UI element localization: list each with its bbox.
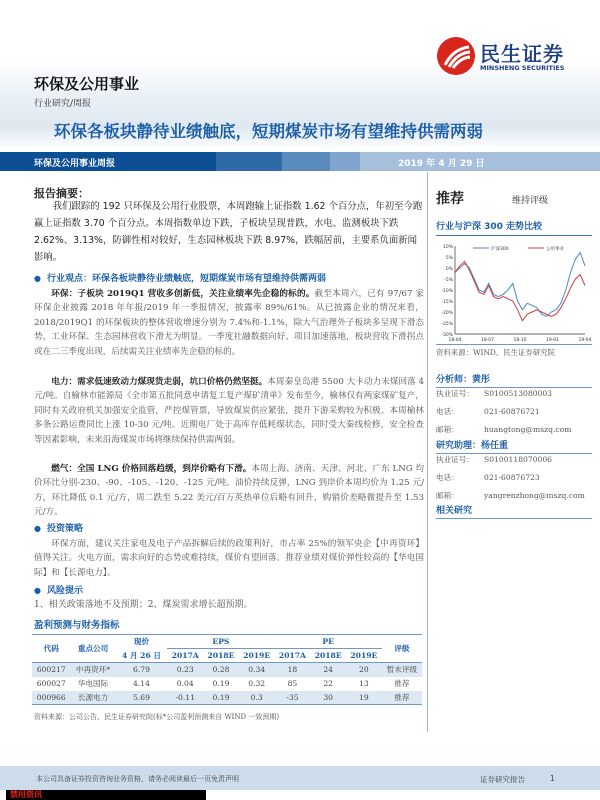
cell: 长源电力 xyxy=(70,691,115,705)
brand-logo-icon xyxy=(437,37,475,75)
cell: -35 xyxy=(275,691,311,705)
view-gas xyxy=(34,462,424,520)
label: 电话： xyxy=(436,473,459,482)
cell: 19 xyxy=(346,691,382,705)
footer-label: 证券研究报告 xyxy=(480,775,525,784)
strategy-heading: ● 投资策略 xyxy=(34,520,424,538)
value: 021-60876723 xyxy=(484,473,540,482)
headline: 环保各板块静待业绩触底，短期煤炭市场有望维持供需两弱 xyxy=(54,122,483,141)
cell: 0.28 xyxy=(203,663,239,677)
cell: 6.79 xyxy=(116,663,168,677)
brand-name: 民生证券 xyxy=(480,42,564,66)
y-tick-label: -30% xyxy=(441,333,453,338)
cell: 0.19 xyxy=(212,679,230,688)
y-tick-label: 10% xyxy=(442,245,453,250)
rating-main: 推荐 xyxy=(436,191,464,207)
cell: 30 xyxy=(310,691,346,705)
cell: 推荐 xyxy=(394,679,410,688)
cell: 22 xyxy=(323,679,333,688)
stamp-bar: 禁用资讯 xyxy=(6,790,206,800)
y-tick-label: -20% xyxy=(441,311,453,316)
rating-sub: 维持评级 xyxy=(512,196,549,206)
strategy-text: 环保方面，建议关注家电及电子产品拆解后续的政策利好，市占率 25%的领军央企【中再资环】值得关注。火电方面，需求向好的态势或难持续，煤价有望回落，推荐业绩对煤价弹性较高的【华电国际】和【长源电力】。 xyxy=(34,539,424,578)
x-tick-label: 18-10 xyxy=(513,338,527,342)
label: 邮箱： xyxy=(436,425,459,434)
forecast-title: 盈利预测与财务指标 xyxy=(34,620,120,631)
view-environment xyxy=(34,287,424,359)
cell: 0.3 xyxy=(239,691,275,705)
report-type: 行业研究/周报 xyxy=(34,99,92,109)
report-date: 2019 年 4 月 29 日 xyxy=(398,159,485,169)
chart-source: 资料来源：WIND、民生证券研究院 xyxy=(436,344,592,358)
y-tick-label: -25% xyxy=(441,322,453,327)
table-row xyxy=(32,691,422,705)
cell: 0.04 xyxy=(176,679,194,688)
th-year: 2017A xyxy=(278,651,306,660)
trend-chart xyxy=(433,242,593,342)
cell: 18 xyxy=(275,663,311,677)
email-link[interactable]: huangtong@mszq.com xyxy=(484,425,572,434)
cell: 4.14 xyxy=(133,679,150,688)
th-year: 2018E xyxy=(314,651,342,660)
footer-disclaimer[interactable]: 本公司具备证券投资咨询业务资格，请务必阅读最后一页免责声明 xyxy=(36,775,239,783)
cell: 0.34 xyxy=(239,663,275,677)
th-year: 2019E xyxy=(350,651,378,660)
x-tick-label: 19-01 xyxy=(545,338,560,342)
band-label: 环保及公用事业周报 xyxy=(34,159,116,169)
analyst-title: 分析师：黄彤 xyxy=(436,372,592,388)
cell: 24 xyxy=(310,663,346,677)
x-tick-label: 18-04 xyxy=(448,338,462,342)
value: S0100513080003 xyxy=(484,389,553,398)
th-code: 代码 xyxy=(43,644,59,653)
table-source: 资料来源：公司公告、民生证券研究院(标*公司盈利预测来自 WIND 一致预期) xyxy=(34,713,280,721)
value: S0100118070006 xyxy=(484,455,553,464)
view-power-text: 本周秦皇岛港 5500 大卡动力末煤回落 4 元/吨。自榆林市能源局《全市第五批同意申请复工复产煤矿清单》发布至今，榆林仅有两家煤矿复产，同时有关政府机关加强安全监管，严控煤管票，导致煤炭供应紧张，提升下游采购较为积极。本周榆林多条公路运费同比上涨 10-30 元/吨。近期电厂处于高库存低耗煤状态，同时受大秦线检修，安全检查等因素影响，未来沿海煤炭市场将继续保持供需两弱。 xyxy=(34,377,424,445)
legend-label: 沪深300 xyxy=(491,247,509,252)
view-env-lead: 环保：子板块 2019Q1 营收多创新低，关注业绩率先企稳的标的。 xyxy=(51,289,315,299)
view-heading: ● 行业观点：环保各板块静待业绩触底，短期煤炭市场有望维持供需两弱 xyxy=(34,270,424,288)
cell: 600027 xyxy=(36,679,66,688)
related-title: 相关研究 xyxy=(436,503,592,519)
assistant-info xyxy=(436,451,592,505)
y-tick-label: -15% xyxy=(441,300,453,305)
th-year: 2018E xyxy=(207,651,235,660)
page-number: 1 xyxy=(550,774,555,783)
cell: 5.69 xyxy=(116,691,168,705)
table-row xyxy=(32,677,422,691)
analyst-info xyxy=(436,385,592,439)
risk-text: 1、相关政策落地不及预期；2、煤炭需求增长超预期。 xyxy=(34,600,253,610)
table-row xyxy=(32,663,422,677)
view-gas-lead: 燃气：全国 LNG 价格回落趋缓，到岸价略有下滑。 xyxy=(51,464,252,474)
risk-heading: ● 风险提示 xyxy=(34,582,424,600)
cell: 华电国际 xyxy=(77,679,109,688)
label: 执业证号： xyxy=(436,389,474,398)
th-price: 现价 xyxy=(133,637,150,647)
label: 邮箱： xyxy=(436,491,459,500)
th-price-date: 4 月 26 日 xyxy=(122,650,161,660)
series-line-0 xyxy=(455,253,585,317)
summary-title: 报告摘要： xyxy=(34,187,89,200)
summary-text: 我们跟踪的 192 只环保及公用行业股票，本周跑输上证指数 1.62 个百分点，年初至今跑赢上证指数 3.70 个百分点。本周指数单边下跌，子板块呈现普跌，水电、监测板块下跌 2.62%、3.13%，防御性相对较好，生态园林板块下跌 8.97%，跌幅居前，主要系负面新闻影响。 xyxy=(34,201,423,263)
y-tick-label: 5% xyxy=(445,256,453,261)
cell: 0.32 xyxy=(248,679,266,688)
cell: 600217 xyxy=(32,663,70,677)
cell: 中再资环* xyxy=(70,663,115,677)
chart-title: 行业与沪深 300 走势比较 xyxy=(436,219,592,236)
column-divider xyxy=(427,172,428,732)
cell: 85 xyxy=(287,679,298,688)
x-tick-label: 19-04 xyxy=(578,338,592,342)
assistant-title: 研究助理：杨任重 xyxy=(436,438,592,454)
cell: 0.19 xyxy=(203,691,239,705)
email-link[interactable]: yangrenzhong@mszq.com xyxy=(484,491,585,500)
th-year: 2017A xyxy=(171,651,199,660)
y-tick-label: -10% xyxy=(441,289,453,294)
cell: 20 xyxy=(346,663,382,677)
th-rating: 评级 xyxy=(394,644,410,653)
cell: 0.23 xyxy=(167,663,203,677)
th-eps: EPS xyxy=(167,635,274,649)
label: 电话： xyxy=(436,407,459,416)
cell: 000966 xyxy=(32,691,70,705)
x-tick-label: 18-07 xyxy=(480,338,495,342)
view-power-lead: 电力：需求低速致动力煤现货走弱，坑口价格仍然坚挺。 xyxy=(51,377,268,387)
view-env-text: 截至本周六，已有 97/67 家环保企业披露 2018 年年报/2019 年一季报情况，披露率 89%/61%。从已披露企业的情况来看，2018/2019Q1 的环保板块的整体营收增速分别为 7.4%和-1.1%，除大气治理外子板块多呈现下滑态势，工业环保、生态园林营收下滑尤为明显。一季度社融数据向好、项目加速落地，板块营收下滑拐点或在二三季度出现，后续需关注业绩率先企稳的标的。 xyxy=(34,289,425,357)
th-pe: PE xyxy=(275,635,382,649)
cell: 推荐 xyxy=(382,691,422,705)
th-company: 重点公司 xyxy=(77,644,109,653)
view-gas-text: 本周上海、济南、天津、河北、广东 LNG 均价环比分别-230、-90、-105、-120、-125 元/吨。油价持续反弹，LNG 到岸价本周均价为 1.25 元/方，环比降低 0.1 元/方，周二跌至 5.22 美元/百万英热单位后略有回升，购销价差略微提升至 1.53 元/方。 xyxy=(34,464,424,518)
cell: -0.11 xyxy=(167,691,203,705)
y-tick-label: 0% xyxy=(445,267,453,272)
cell: 13 xyxy=(359,679,369,688)
sector-title: 环保及公用事业 xyxy=(34,75,140,93)
forecast-table xyxy=(32,634,422,705)
label: 执业证号： xyxy=(436,455,474,464)
brand-name-en: MINSHENG SECURITIES xyxy=(480,64,565,72)
value: 021-60876721 xyxy=(484,407,540,416)
legend-label: 公用事业 xyxy=(546,247,564,252)
cell: 暂未评级 xyxy=(382,663,422,677)
th-year: 2019E xyxy=(243,651,271,660)
view-power xyxy=(34,375,424,447)
y-tick-label: -5% xyxy=(444,278,453,283)
